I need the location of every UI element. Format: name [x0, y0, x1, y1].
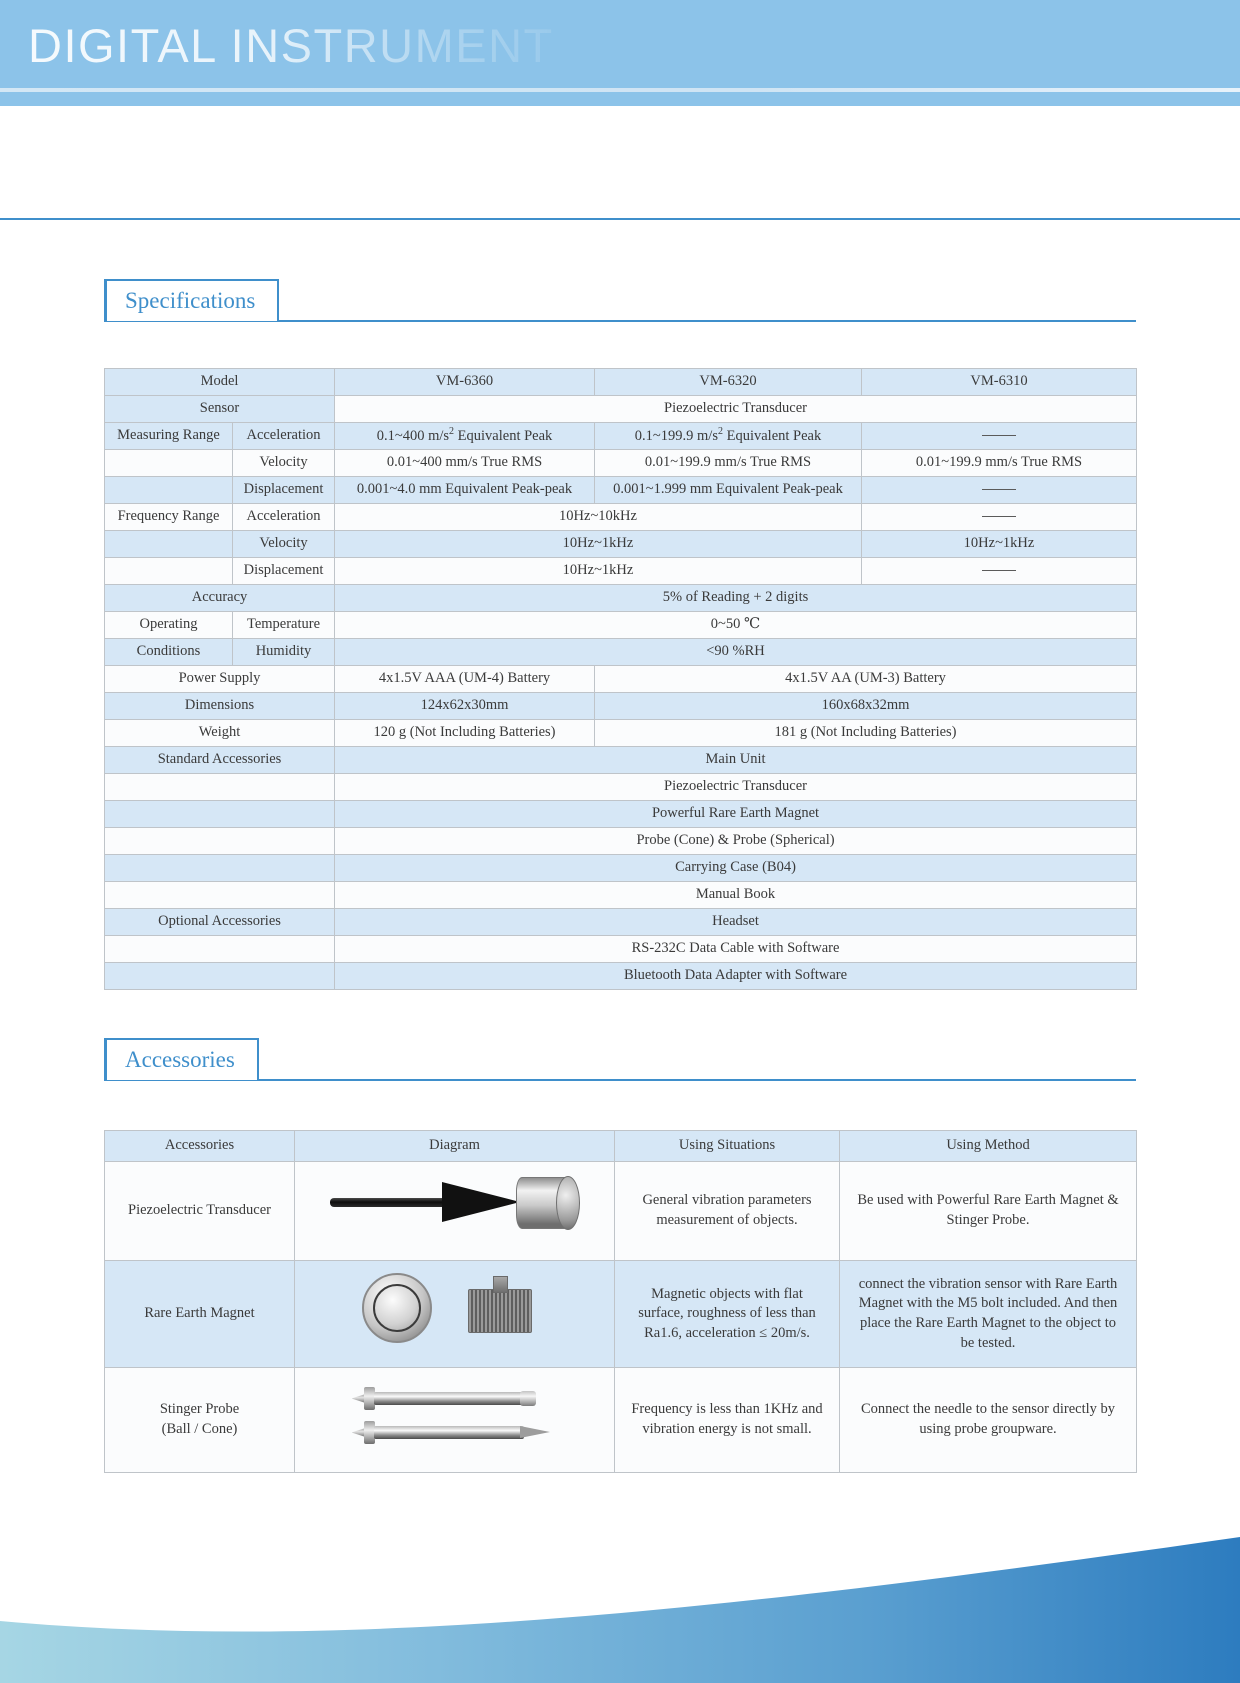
row-label-empty	[105, 828, 335, 855]
table-row	[105, 774, 1137, 801]
row-label-measuring-range: Measuring Range	[105, 423, 233, 450]
row-label-empty	[105, 558, 233, 585]
col-header-accessories: Accessories	[105, 1131, 295, 1162]
row-sublabel-acceleration: Acceleration	[233, 504, 335, 531]
transducer-face	[556, 1176, 580, 1230]
table-row	[105, 963, 1137, 990]
text: 0.1~400 m/s	[376, 428, 450, 445]
row-sublabel-temperature: Temperature	[233, 612, 335, 639]
not-applicable-dash	[982, 489, 1016, 490]
acc-method-stinger-probe: Connect the needle to the sensor directly by using probe groupware.	[840, 1368, 1137, 1473]
accessories-tab	[104, 1038, 259, 1080]
cell-mr-disp-vm6310	[862, 477, 1137, 504]
specifications-table	[104, 368, 1137, 990]
table-row	[105, 909, 1137, 936]
text-tail: Equivalent Peak	[454, 428, 553, 445]
table-row	[105, 423, 1137, 450]
cell-dims-vm6320-6310: 160x68x32mm	[595, 693, 1137, 720]
row-label-conditions: Conditions	[105, 639, 233, 666]
table-row	[105, 747, 1137, 774]
accessories-table	[104, 1130, 1137, 1473]
table-row	[105, 855, 1137, 882]
row-label-model: Model	[105, 369, 335, 396]
table-row	[105, 1162, 1137, 1261]
cell-mr-accel-vm6310	[862, 423, 1137, 450]
row-label-accuracy: Accuracy	[105, 585, 335, 612]
table-row	[105, 1261, 1137, 1368]
not-applicable-dash	[982, 435, 1016, 436]
transducer-cone	[442, 1182, 520, 1222]
table-row	[105, 477, 1137, 504]
not-applicable-dash	[982, 516, 1016, 517]
acc-situation-piezoelectric-transducer: General vibration parameters measurement of objects.	[615, 1162, 840, 1261]
col-header-using-method: Using Method	[840, 1131, 1137, 1162]
cell-std-acc-4: Probe (Cone) & Probe (Spherical)	[335, 828, 1137, 855]
cell-model-vm6360: VM-6360	[335, 369, 595, 396]
table-row	[105, 693, 1137, 720]
cell-model-vm6310: VM-6310	[862, 369, 1137, 396]
row-label-empty	[105, 801, 335, 828]
cell-opt-acc-2: RS-232C Data Cable with Software	[335, 936, 1137, 963]
cell-mr-disp-vm6320: 0.001~1.999 mm Equivalent Peak-peak	[595, 477, 862, 504]
col-header-diagram: Diagram	[295, 1131, 615, 1162]
transducer-cable	[330, 1198, 450, 1207]
cell-std-acc-6: Manual Book	[335, 882, 1137, 909]
cell-dims-vm6360: 124x62x30mm	[335, 693, 595, 720]
cell-std-acc-5: Carrying Case (B04)	[335, 855, 1137, 882]
row-sublabel-displacement: Displacement	[233, 558, 335, 585]
text: 0.1~199.9 m/s	[634, 428, 718, 445]
cell-fr-disp-vm6310	[862, 558, 1137, 585]
row-label-optional-accessories: Optional Accessories	[105, 909, 335, 936]
cell-temperature-value: 0~50 ℃	[335, 612, 1137, 639]
footer-wave-decoration	[0, 1483, 1240, 1683]
superscript: 2	[449, 426, 455, 438]
row-label-power-supply: Power Supply	[105, 666, 335, 693]
row-label-empty	[105, 855, 335, 882]
table-row	[105, 882, 1137, 909]
acc-situation-stinger-probe: Frequency is less than 1KHz and vibration energy is not small.	[615, 1368, 840, 1473]
acc-diagram-cell	[295, 1261, 615, 1368]
table-row	[105, 936, 1137, 963]
row-sublabel-humidity: Humidity	[233, 639, 335, 666]
rare-earth-magnet-icon	[307, 1271, 602, 1357]
cell-humidity-value: <90 %RH	[335, 639, 1137, 666]
row-sublabel-acceleration: Acceleration	[233, 423, 335, 450]
acc-situation-rare-earth-magnet: Magnetic objects with flat surface, roughness of less than Ra1.6, acceleration ≤ 20m/s.	[615, 1261, 840, 1368]
cell-fr-accel-merged: 10Hz~10kHz	[335, 504, 862, 531]
specifications-tab	[104, 279, 279, 321]
table-row	[105, 558, 1137, 585]
cell-weight-vm6320-6310: 181 g (Not Including Batteries)	[595, 720, 1137, 747]
table-row	[105, 1368, 1137, 1473]
stinger-probe-icon	[307, 1378, 602, 1462]
cell-mr-vel-vm6360: 0.01~400 mm/s True RMS	[335, 450, 595, 477]
row-sublabel-velocity: Velocity	[233, 531, 335, 558]
cell-power-vm6360: 4x1.5V AAA (UM-4) Battery	[335, 666, 595, 693]
piezoelectric-transducer-icon	[307, 1172, 602, 1250]
magnet-disc	[362, 1273, 432, 1343]
acc-name-piezoelectric-transducer: Piezoelectric Transducer	[105, 1162, 295, 1261]
table-row	[105, 720, 1137, 747]
table-row	[105, 450, 1137, 477]
cell-mr-vel-vm6320: 0.01~199.9 mm/s True RMS	[595, 450, 862, 477]
probe-shaft	[374, 1392, 524, 1405]
row-label-empty	[105, 531, 233, 558]
acc-name-stinger-probe	[105, 1368, 295, 1473]
specifications-tab-label: Specifications	[125, 288, 256, 313]
wave-shape	[0, 1537, 1240, 1683]
cell-opt-acc-1: Headset	[335, 909, 1137, 936]
probe-flange	[364, 1387, 375, 1410]
table-row	[105, 504, 1137, 531]
accessories-tab-label: Accessories	[125, 1047, 235, 1072]
probe-tip-cone	[520, 1426, 550, 1438]
cell-mr-disp-vm6360: 0.001~4.0 mm Equivalent Peak-peak	[335, 477, 595, 504]
row-label-weight: Weight	[105, 720, 335, 747]
cell-fr-vel-merged: 10Hz~1kHz	[335, 531, 862, 558]
cell-sensor-value: Piezoelectric Transducer	[335, 396, 1137, 423]
table-header-row	[105, 1131, 1137, 1162]
cell-mr-accel-vm6360	[335, 423, 595, 450]
cell-mr-accel-vm6320	[595, 423, 862, 450]
cell-fr-accel-vm6310	[862, 504, 1137, 531]
superscript: 2	[717, 426, 723, 438]
row-label-empty	[105, 774, 335, 801]
row-label-dimensions: Dimensions	[105, 693, 335, 720]
row-label-empty	[105, 477, 233, 504]
acc-method-piezoelectric-transducer: Be used with Powerful Rare Earth Magnet & Stinger Probe.	[840, 1162, 1137, 1261]
row-label-standard-accessories: Standard Accessories	[105, 747, 335, 774]
table-row	[105, 828, 1137, 855]
probe-flange	[364, 1421, 375, 1444]
probe-shaft	[374, 1426, 524, 1439]
text-tail: Equivalent Peak	[722, 428, 822, 445]
col-header-using-situations: Using Situations	[615, 1131, 840, 1162]
table-row	[105, 585, 1137, 612]
table-row	[105, 531, 1137, 558]
cell-accuracy-value: 5% of Reading + 2 digits	[335, 585, 1137, 612]
row-label-operating: Operating	[105, 612, 233, 639]
cell-power-vm6320-6310: 4x1.5V AA (UM-3) Battery	[595, 666, 1137, 693]
table-row	[105, 369, 1137, 396]
cell-std-acc-1: Main Unit	[335, 747, 1137, 774]
cell-fr-disp-merged: 10Hz~1kHz	[335, 558, 862, 585]
row-label-empty	[105, 882, 335, 909]
top-divider	[0, 218, 1240, 220]
table-row	[105, 396, 1137, 423]
row-sublabel-displacement: Displacement	[233, 477, 335, 504]
cell-mr-vel-vm6310: 0.01~199.9 mm/s True RMS	[862, 450, 1137, 477]
acc-name-rare-earth-magnet: Rare Earth Magnet	[105, 1261, 295, 1368]
not-applicable-dash	[982, 570, 1016, 571]
magnet-knurled-bolt	[468, 1289, 532, 1333]
cell-std-acc-3: Powerful Rare Earth Magnet	[335, 801, 1137, 828]
table-row	[105, 639, 1137, 666]
header-band-lower	[0, 92, 1240, 106]
cell-model-vm6320: VM-6320	[595, 369, 862, 396]
cell-std-acc-2: Piezoelectric Transducer	[335, 774, 1137, 801]
cell-weight-vm6360: 120 g (Not Including Batteries)	[335, 720, 595, 747]
cell-fr-vel-vm6310: 10Hz~1kHz	[862, 531, 1137, 558]
accessories-section-header	[104, 1038, 1136, 1082]
row-label-frequency-range: Frequency Range	[105, 504, 233, 531]
acc-method-rare-earth-magnet: connect the vibration sensor with Rare Earth Magnet with the M5 bolt included. And then place the Rare Earth Magnet to the object to be tested.	[840, 1261, 1137, 1368]
acc-name-line1: Stinger Probe	[159, 1401, 240, 1418]
table-row	[105, 666, 1137, 693]
row-label-sensor: Sensor	[105, 396, 335, 423]
table-row	[105, 612, 1137, 639]
probe-tip-ball	[520, 1391, 536, 1406]
acc-name-line2: (Ball / Cone)	[161, 1421, 238, 1437]
table-row	[105, 801, 1137, 828]
row-label-empty	[105, 450, 233, 477]
acc-diagram-cell	[295, 1368, 615, 1473]
row-label-empty	[105, 963, 335, 990]
row-label-empty	[105, 936, 335, 963]
specifications-section-header	[104, 279, 1136, 323]
brand-title: DIGITAL INSTRUMENT	[28, 19, 554, 72]
row-sublabel-velocity: Velocity	[233, 450, 335, 477]
acc-diagram-cell	[295, 1162, 615, 1261]
cell-opt-acc-3: Bluetooth Data Adapter with Software	[335, 963, 1137, 990]
